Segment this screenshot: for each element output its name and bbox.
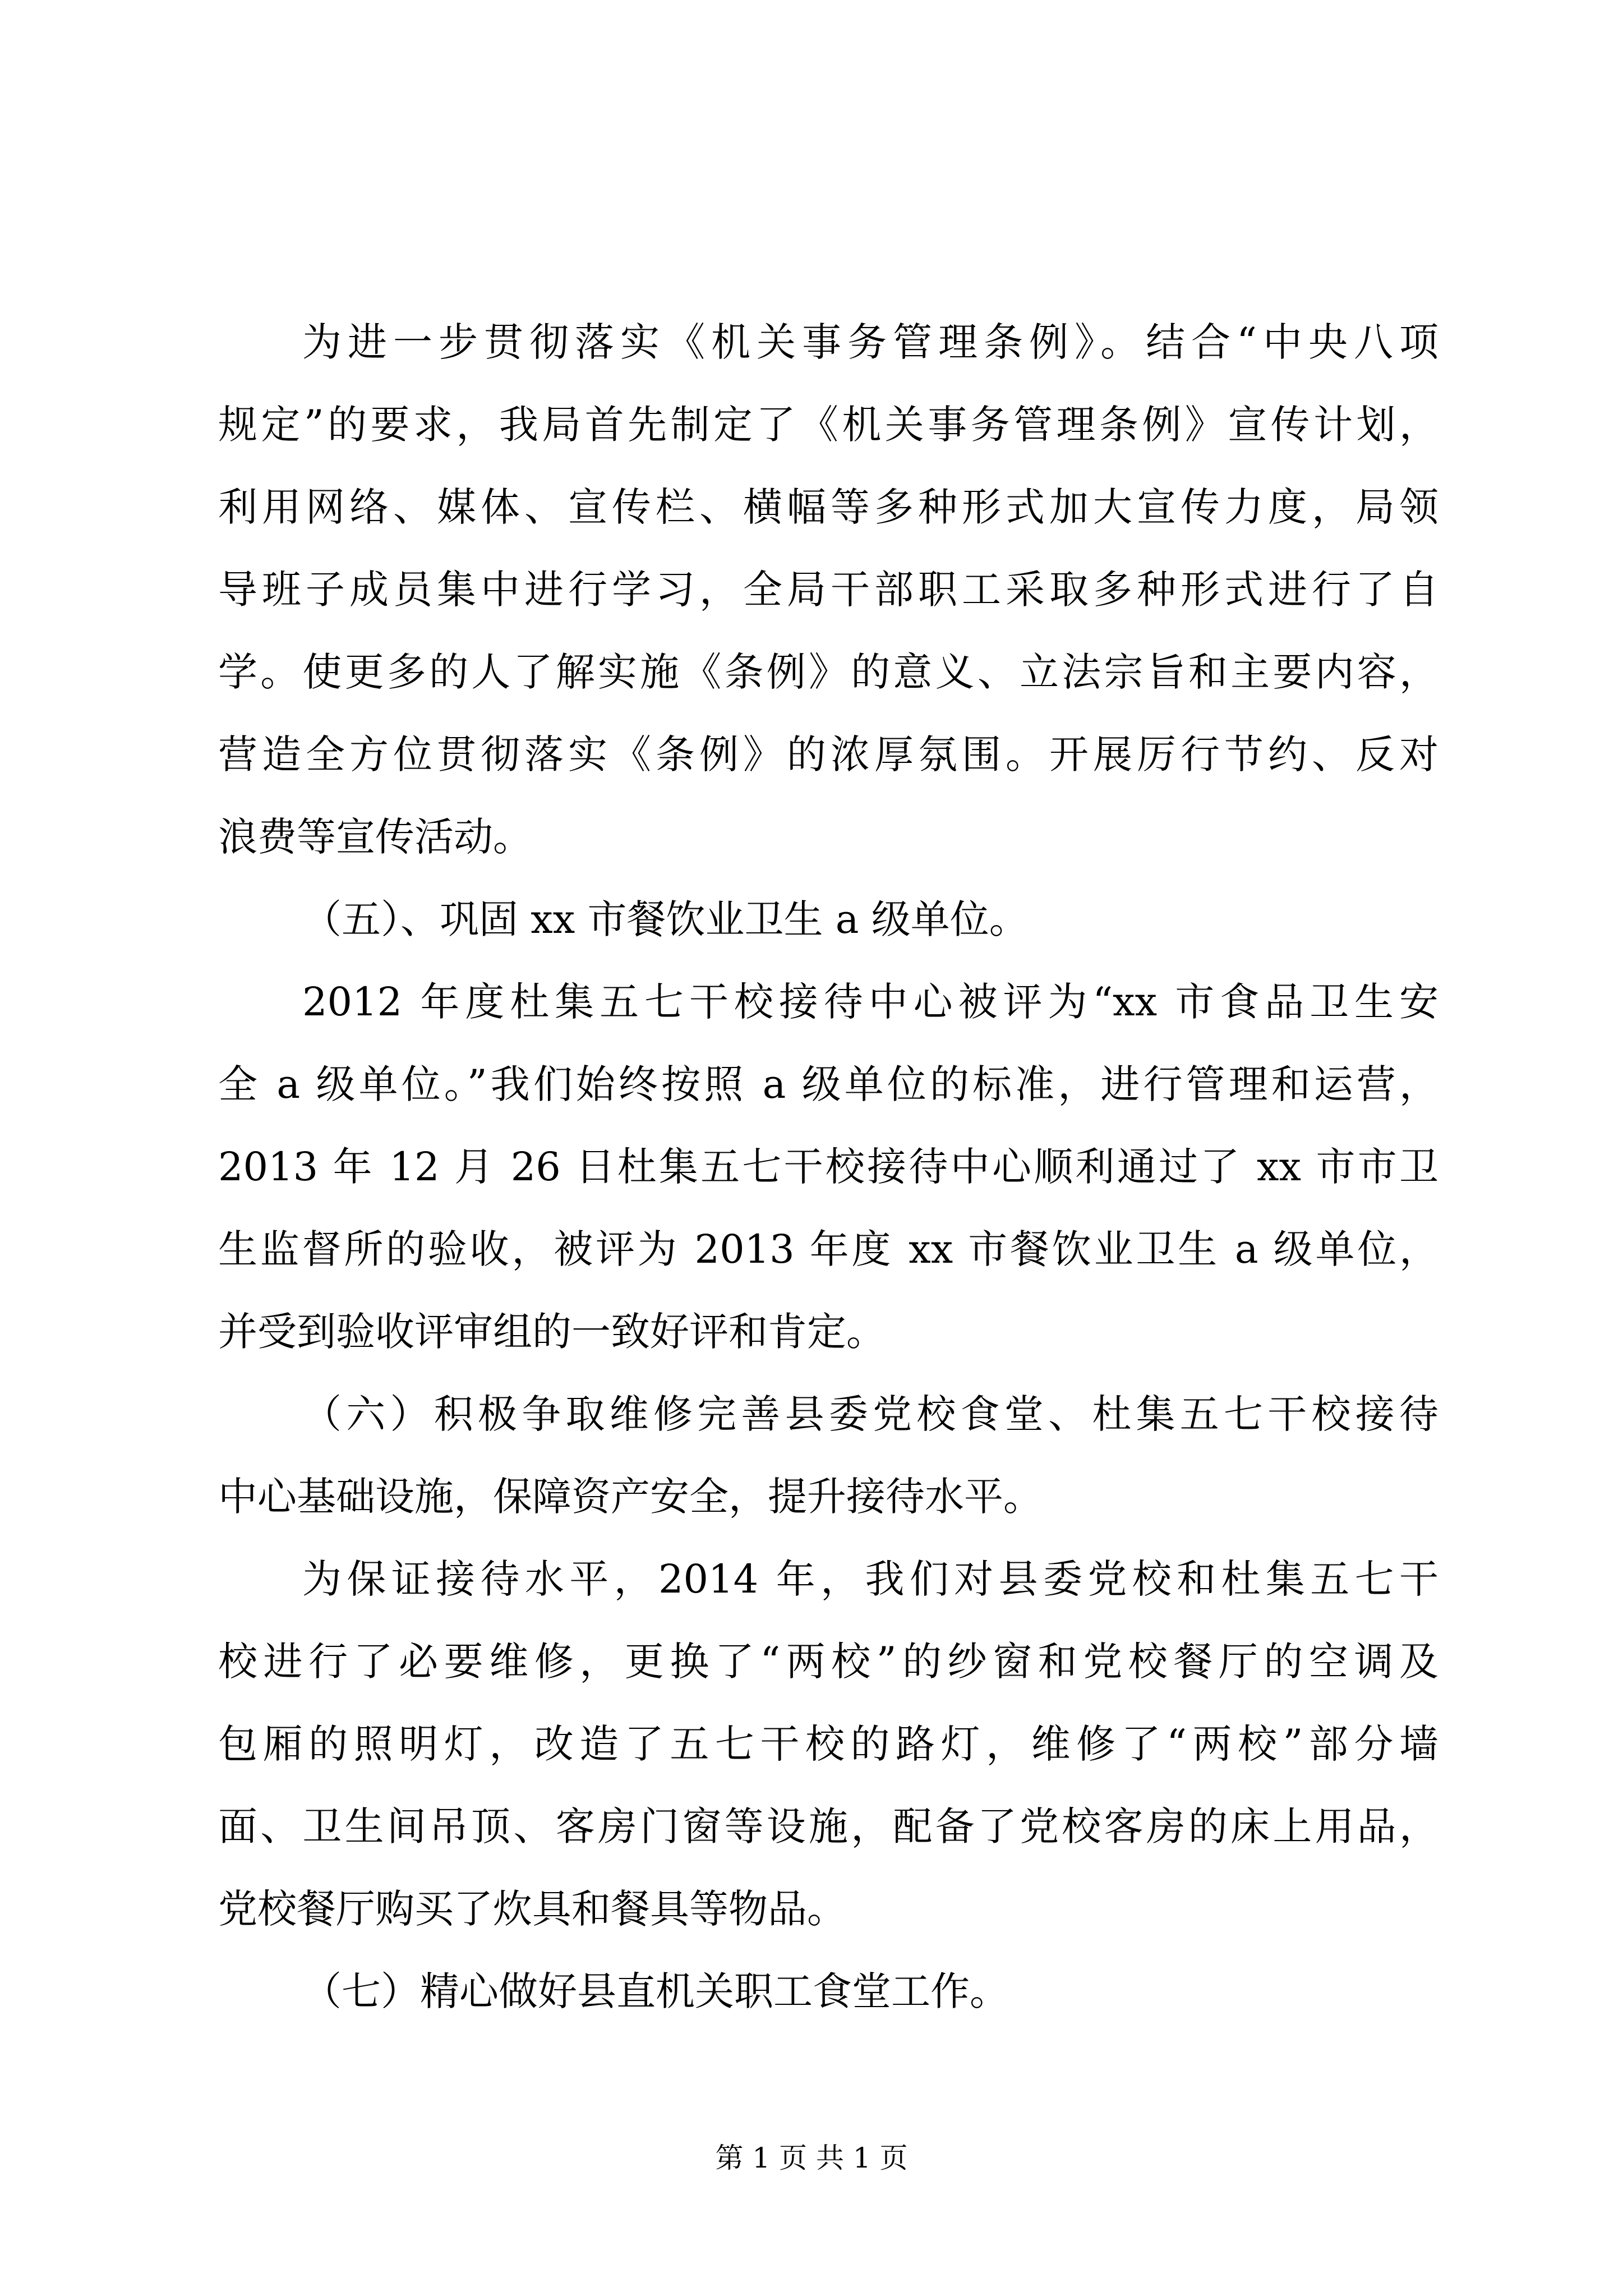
section-heading-line: （五）、巩固 xx 市餐饮业卫生 a 级单位。 [302,896,1029,942]
page-number-footer: 第 1 页 共 1 页 [715,2142,908,2174]
paragraph-line: 面、卫生间吊顶、客房门窗等设施，配备了党校客房的床上用品， [218,1803,1438,1849]
paragraph-line: 浪费等宣传活动。 [218,814,532,860]
paragraph-line: 生监督所的验收，被评为 2013 年度 xx 市餐饮业卫生 a 级单位， [218,1226,1438,1272]
paragraph-line: 营造全方位贯彻落实《条例》的浓厚氛围。开展厉行节约、反对 [218,731,1438,777]
paragraph-line: 2012 年度杜集五七干校接待中心被评为“xx 市食品卫生安 [302,979,1438,1025]
paragraph-maintenance [218,1538,1438,1950]
paragraph-line: 党校餐厅购买了炊具和餐具等物品。 [218,1886,846,1932]
section-heading-7 [218,1950,1438,2033]
paragraph-line: 校进行了必要维修，更换了“两校”的纱窗和党校餐厅的空调及 [218,1639,1438,1685]
section-heading-6 [218,1373,1438,1538]
section-heading-line: （七）精心做好县直机关职工食堂工作。 [302,1968,1009,2014]
section-heading-line: （六）积极争取维修完善县委党校食堂、杜集五七干校接待 [302,1391,1438,1437]
document-body [218,301,1438,2033]
paragraph-line: 利用网络、媒体、宣传栏、横幅等多种形式加大宣传力度，局领 [218,484,1438,530]
section-heading-line: 中心基础设施，保障资产安全，提升接待水平。 [218,1474,1043,1520]
paragraph-line: 为进一步贯彻落实《机关事务管理条例》。结合“中央八项 [302,319,1438,365]
paragraph-line: 2013 年 12 月 26 日杜集五七干校接待中心顺利通过了 xx 市市卫 [218,1144,1438,1190]
section-heading-5 [218,878,1438,961]
paragraph-line: 全 a 级单位。”我们始终按照 a 级单位的标准，进行管理和运营， [218,1061,1438,1107]
paragraph-publicity [218,301,1438,878]
paragraph-hygiene-rating [218,961,1438,1373]
paragraph-line: 学。使更多的人了解实施《条例》的意义、立法宗旨和主要内容， [218,649,1438,695]
paragraph-line: 导班子成员集中进行学习，全局干部职工采取多种形式进行了自 [218,567,1438,613]
paragraph-line: 规定”的要求，我局首先制定了《机关事务管理条例》宣传计划， [218,402,1438,448]
paragraph-line: 包厢的照明灯，改造了五七干校的路灯，维修了“两校”部分墙 [218,1721,1438,1767]
paragraph-line: 并受到验收评审组的一致好评和肯定。 [218,1309,886,1355]
paragraph-line: 为保证接待水平，2014 年，我们对县委党校和杜集五七干 [302,1556,1438,1602]
